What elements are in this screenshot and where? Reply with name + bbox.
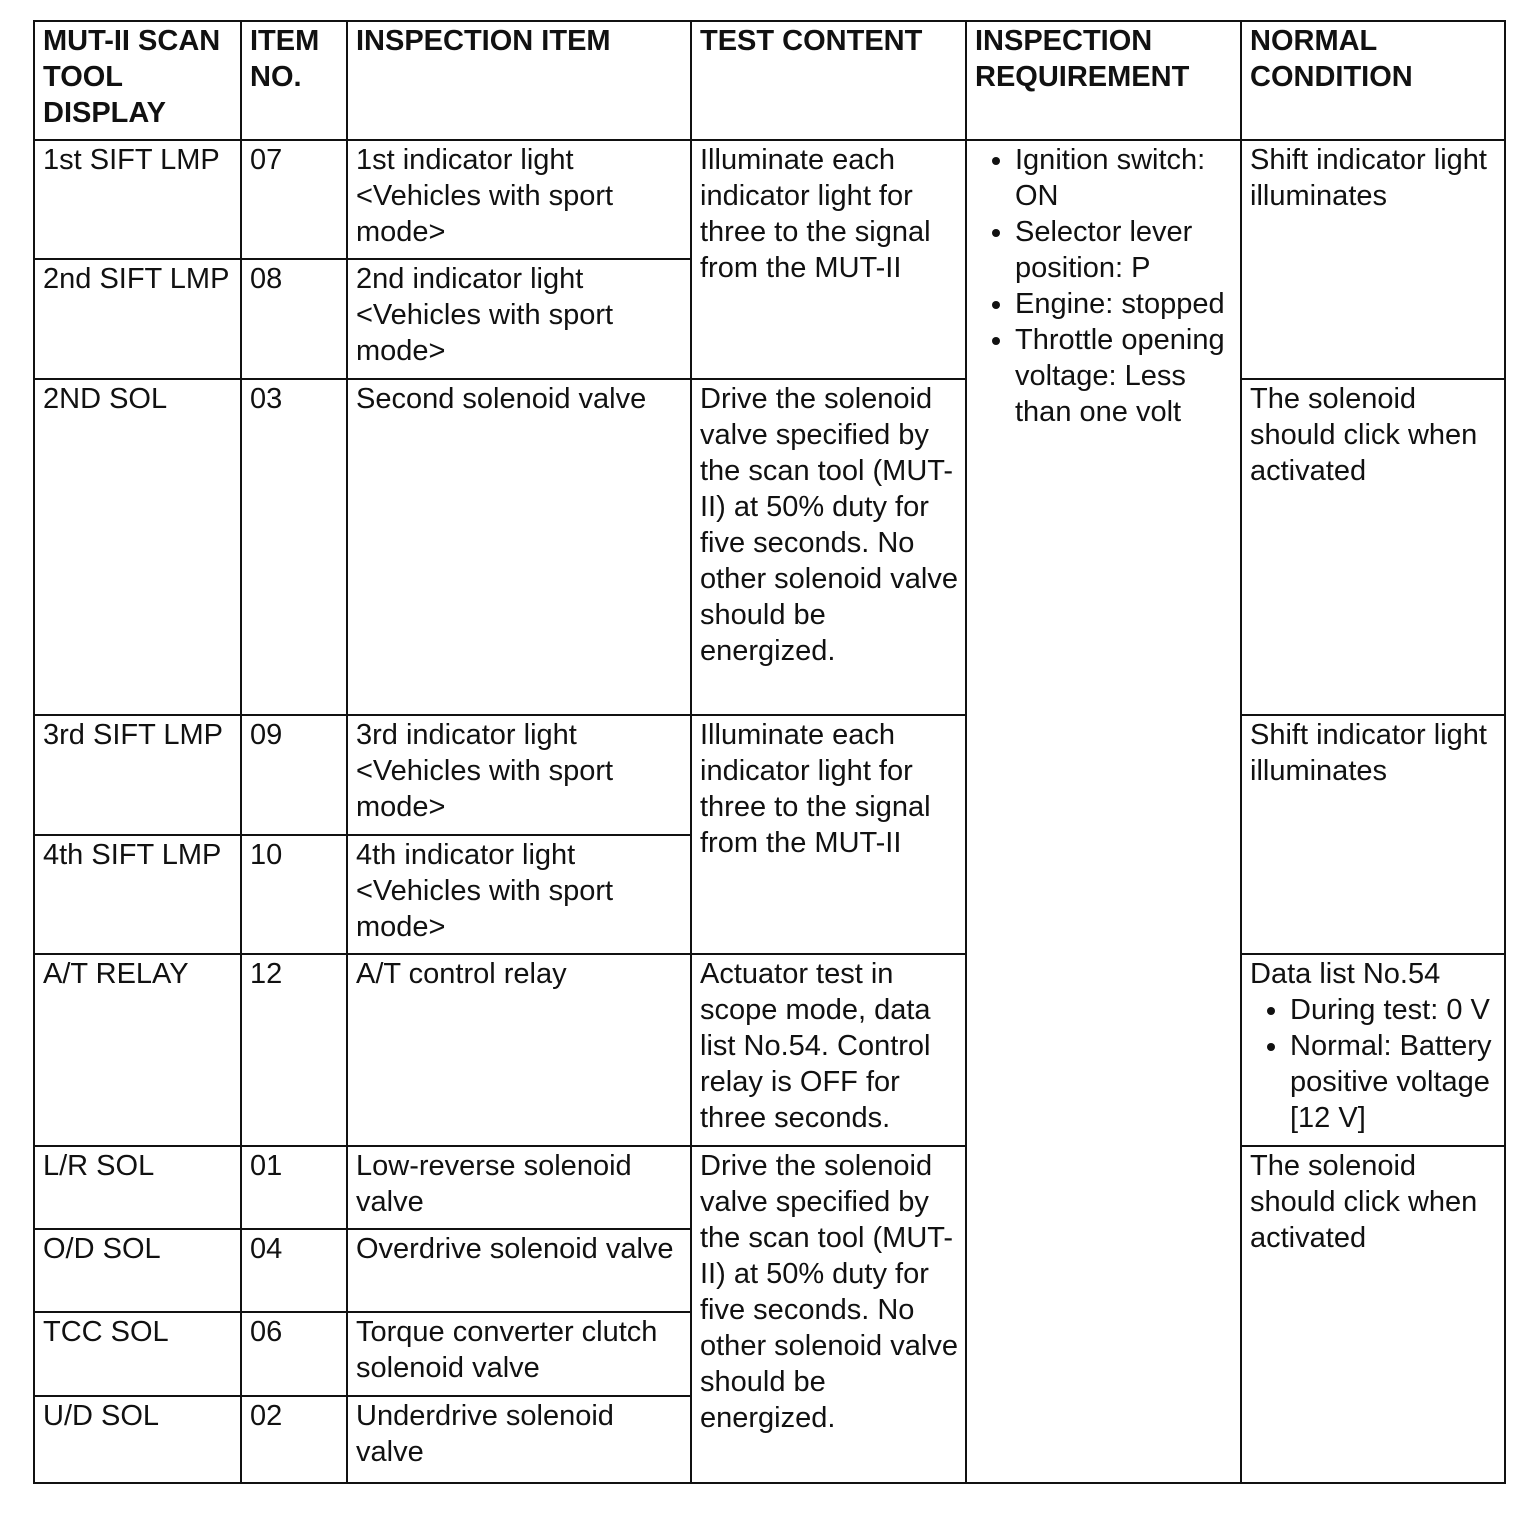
- cell-item-no: 07: [241, 140, 347, 259]
- cell-display: 2ND SOL: [34, 379, 241, 715]
- table-row: [34, 140, 1505, 259]
- table-row: [34, 954, 1505, 1146]
- requirement-list: [975, 142, 1236, 430]
- cell-normal-condition: The solenoid should click when activated: [1241, 1146, 1505, 1483]
- cell-inspection-requirement: [966, 140, 1241, 1483]
- cell-test-content: Illuminate each indicator light for three to the signal from the MUT-II: [691, 140, 966, 379]
- cell-normal-condition: Shift indicator light illuminates: [1241, 715, 1505, 954]
- cell-normal-condition: The solenoid should click when activated: [1241, 379, 1505, 715]
- cell-inspection-item: Underdrive solenoid valve: [347, 1396, 691, 1483]
- cell-item-no: 02: [241, 1396, 347, 1483]
- cell-item-no: 08: [241, 259, 347, 379]
- cell-display: L/R SOL: [34, 1146, 241, 1229]
- cell-inspection-item: Second solenoid valve: [347, 379, 691, 715]
- cell-inspection-item: 3rd indicator light <Vehicles with sport mode>: [347, 715, 691, 835]
- list-item: • During test: 0 V: [1290, 992, 1500, 1028]
- cell-display: O/D SOL: [34, 1229, 241, 1312]
- header-test-content: TEST CONTENT: [691, 21, 966, 140]
- cell-item-no: 03: [241, 379, 347, 715]
- header-inspection-item: INSPECTION ITEM: [347, 21, 691, 140]
- cell-test-content: Actuator test in scope mode, data list No.54. Control relay is OFF for three seconds.: [691, 954, 966, 1146]
- cell-inspection-item: A/T control relay: [347, 954, 691, 1146]
- header-inspection-requirement: INSPECTION REQUIREMENT: [966, 21, 1241, 140]
- cell-item-no: 12: [241, 954, 347, 1146]
- relay-condition-list: [1250, 992, 1500, 1136]
- cell-item-no: 09: [241, 715, 347, 835]
- cell-display: 2nd SIFT LMP: [34, 259, 241, 379]
- cell-item-no: 06: [241, 1312, 347, 1396]
- cell-display: 4th SIFT LMP: [34, 835, 241, 954]
- list-item: • Throttle opening voltage: Less than one volt: [1015, 322, 1236, 430]
- cell-inspection-item: Overdrive solenoid valve: [347, 1229, 691, 1312]
- cell-display: TCC SOL: [34, 1312, 241, 1396]
- cell-normal-condition: [1241, 954, 1505, 1146]
- cell-inspection-item: Torque converter clutch solenoid valve: [347, 1312, 691, 1396]
- list-item: • Engine: stopped: [1015, 286, 1236, 322]
- header-display: MUT-II SCAN TOOL DISPLAY: [34, 21, 241, 140]
- table-row: [34, 715, 1505, 835]
- list-item: • Ignition switch: ON: [1015, 142, 1236, 214]
- cell-inspection-item: 4th indicator light <Vehicles with sport mode>: [347, 835, 691, 954]
- actuator-test-table: [33, 20, 1506, 1484]
- relay-condition-title: Data list No.54: [1250, 958, 1441, 990]
- cell-test-content: Drive the solenoid valve specified by the scan tool (MUT-II) at 50% duty for five seconds. No other solenoid valve should be energized.: [691, 379, 966, 715]
- cell-item-no: 10: [241, 835, 347, 954]
- list-item: • Normal: Battery positive voltage [12 V]: [1290, 1028, 1500, 1136]
- table-row: [34, 379, 1505, 715]
- header-item-no: ITEM NO.: [241, 21, 347, 140]
- cell-inspection-item: 2nd indicator light <Vehicles with sport mode>: [347, 259, 691, 379]
- header-normal-condition: NORMAL CONDITION: [1241, 21, 1505, 140]
- cell-display: A/T RELAY: [34, 954, 241, 1146]
- list-item: • Selector lever position: P: [1015, 214, 1236, 286]
- header-row: [34, 21, 1505, 140]
- cell-display: 1st SIFT LMP: [34, 140, 241, 259]
- cell-inspection-item: Low-reverse solenoid valve: [347, 1146, 691, 1229]
- cell-test-content: Illuminate each indicator light for three to the signal from the MUT-II: [691, 715, 966, 954]
- cell-item-no: 01: [241, 1146, 347, 1229]
- cell-test-content: Drive the solenoid valve specified by the scan tool (MUT-II) at 50% duty for five seconds. No other solenoid valve should be energized.: [691, 1146, 966, 1483]
- cell-item-no: 04: [241, 1229, 347, 1312]
- cell-display: 3rd SIFT LMP: [34, 715, 241, 835]
- table-row: [34, 1146, 1505, 1229]
- cell-normal-condition: Shift indicator light illuminates: [1241, 140, 1505, 379]
- cell-inspection-item: 1st indicator light <Vehicles with sport mode>: [347, 140, 691, 259]
- cell-display: U/D SOL: [34, 1396, 241, 1483]
